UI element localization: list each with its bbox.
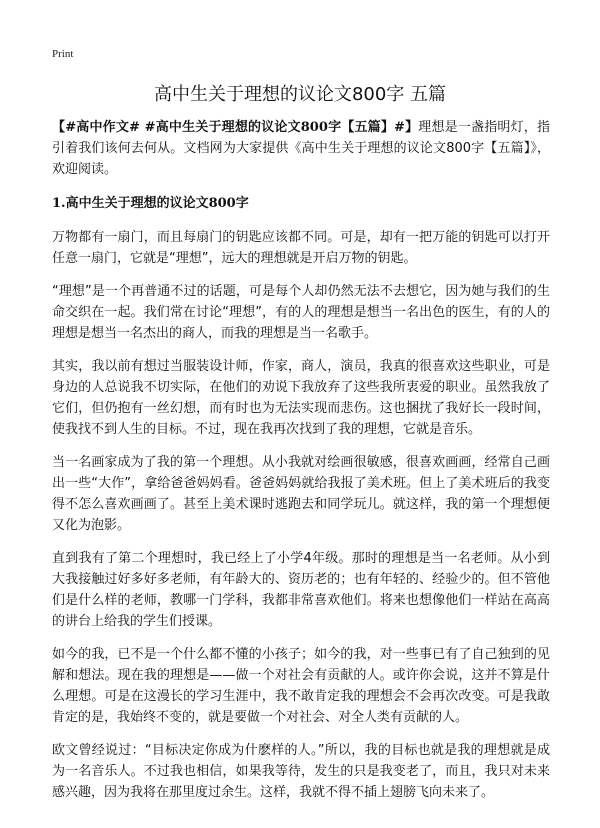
body-paragraph: 万物都有一扇门，而且每扇门的钥匙应该都不同。可是，却有一把万能的钥匙可以打开任意一扇门，它就是“理想”，远大的理想就是开启万物的钥匙。 [52,230,550,266]
print-label: Print [52,48,74,60]
intro-text: 理想是一盏指明灯，指引着我们该何去何从。文档网为大家提供《高中生关于理想的议论文800字【五篇】》，欢迎阅读。 [52,120,550,177]
section-heading: 1.高中生关于理想的议论文800字 [52,196,249,211]
page-title: 高中生关于理想的议论文800字 五篇 [153,84,447,105]
intro-paragraph [52,117,550,180]
intro-tag-label: 【#高中作文# #高中生关于理想的议论文800字【五篇】#】 [52,120,419,135]
body-paragraph: “理想”是一个再普通不过的话题，可是每个人却仍然无法不去想它，因为她与我们的生命交织在一起。我们常在讨论“理想”，有的人的理想是想当一名出色的医生，有的人的理想是想当一名杰出的商人，而我的理想是当一名歌手。 [52,284,550,341]
body-paragraph: 如今的我，已不是一个什么都不懂的小孩子；如今的我，对一些事已有了自己独到的见解和想法。现在我的理想是——做一个对社会有贡献的人。或许你会说，这并不算是什么理想。可是在这漫长的学习生涯中，我不敢肯定我的理想会不会再次改变。可是我敢肯定的是，我始终不变的，就是要做一个对社会、对全人类有贡献的人。 [52,647,550,725]
body-paragraph: 欧文曾经说过：“目标决定你成为什麽样的人。”所以，我的目标也就是我的理想就是成为一名音乐人。不过我也相信，如果我等待，发生的只是我变老了，而且，我只对未来感兴趣，因为我将在那里度过余生。这样，我就不得不插上翅膀飞向未来了。 [52,743,550,800]
body-paragraph: 其实，我以前有想过当服装设计师，作家，商人，演员，我真的很喜欢这些职业，可是身边的人总说我不切实际，在他们的劝说下我放弃了这些我所衷爱的职业。虽然我放了它们，但仍抱有一丝幻想，而有时也为无法实现而悲伤。这也捆扰了我好长一段时间，使我找不到人生的目标。不过，现在我再次找到了我的理想，它就是音乐。 [52,359,550,437]
body-paragraph: 当一名画家成为了我的第一个理想。从小我就对绘画很敏感，很喜欢画画，经常自己画出一些“大作”，拿给爸爸妈妈看。爸爸妈妈就给我报了美术班。但上了美术班后的我变得不怎么喜欢画画了。甚至上美术课时逃跑去和同学玩儿。就这样，我的第一个理想便又化为泡影。 [52,455,550,533]
body-paragraph: 直到我有了第二个理想时，我已经上了小学4年级。那时的理想是当一名老师。从小到大我接触过好多好多老师，有年龄大的、资历老的；也有年轻的、经验少的。但不管他们是什么样的老师，教哪一门学科，我都非常喜欢他们。将来也想像他们一样站在高高的讲台上给我的学生们授课。 [52,551,550,629]
document-body [52,117,550,815]
